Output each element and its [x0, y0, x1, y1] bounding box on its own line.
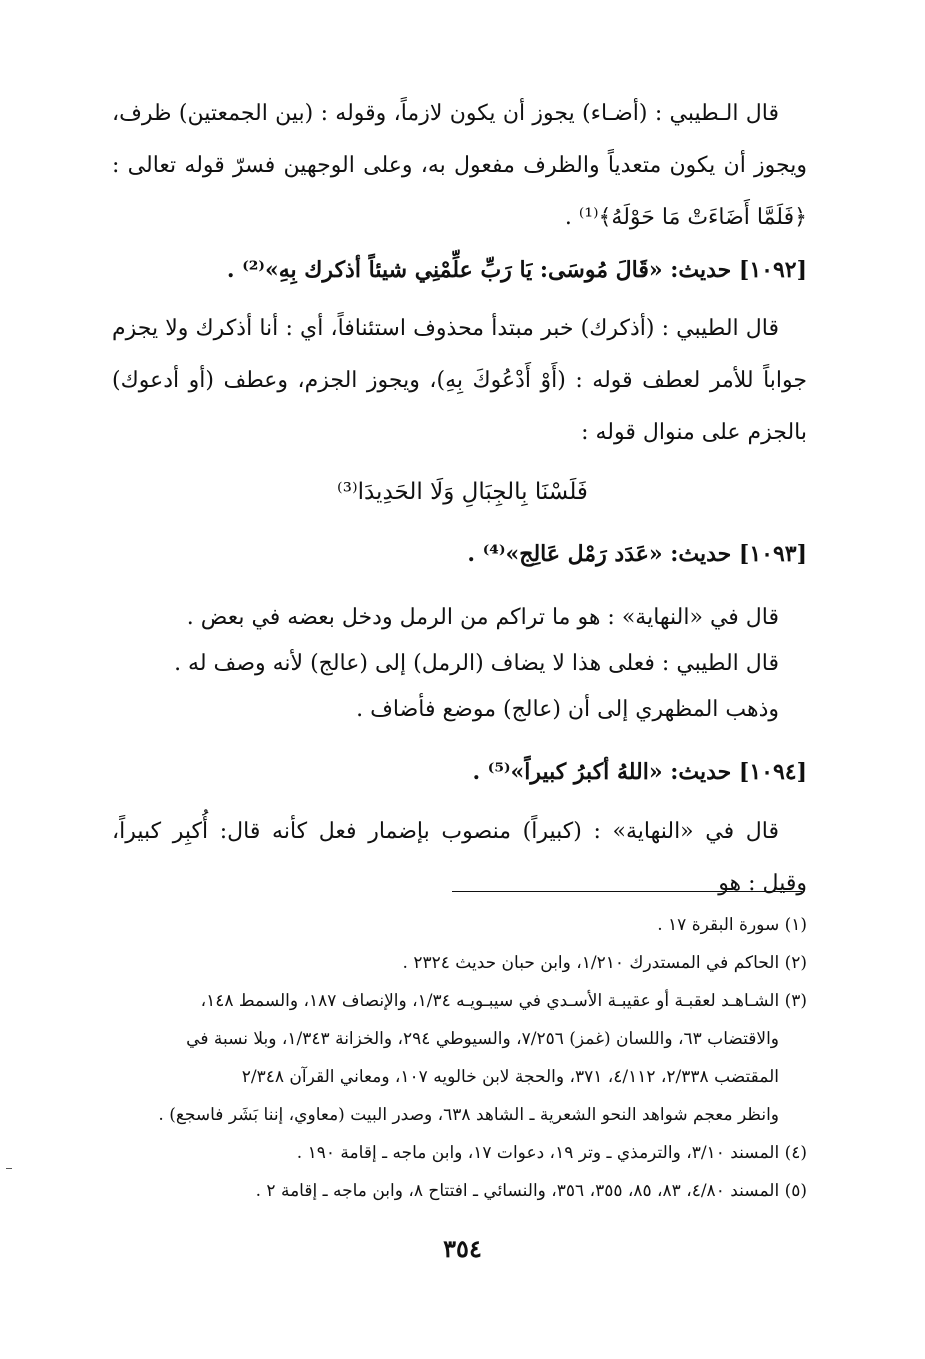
page-number: ٣٥٤	[443, 1234, 482, 1263]
footnote-3-line-4: وانظر معجم شواهد النحو الشعرية ـ الشاهد ٦٣٨، وصدر البيت (معاوي، إننا بَشَر فاسجع) .	[158, 1105, 779, 1125]
commentary-line-tibi: قال الطيبي : فعلى هذا لا يضاف (الرمل) إلى (عالج) لأنه وصف له .	[174, 651, 779, 676]
footnotes	[107, 906, 807, 1210]
poetry-verse: فَلَسْنَا بِالجِبَالِ وَلَا الحَدِيدَا⁽³⁾	[337, 479, 588, 505]
footnote-3-line-1: (٣) الشـاهـد لعقبـة أو عقيبـة الأسـدي في سيبـويـه ١/٣٤، والإنصاف ١٨٧، والسمط ١٤٨،	[200, 991, 807, 1011]
hadith-1094-block	[112, 746, 807, 798]
footnote-3-line-2: والاقتضاب ٦٣، واللسان (غمز) ٧/٢٥٦، والسيوطي ٢٩٤، والخزانة ١/٣٤٣، وبلا نسبة في	[186, 1029, 779, 1049]
footnote-3-line-3: المقتضب ٢/٣٣٨، ٤/١١٢، ٣٧١، والحجة لابن خالويه ١٠٧، ومعاني القرآن ٢/٣٤٨	[241, 1067, 779, 1087]
paragraph-2: قال الطيبي : (أذكرك) خبر مبتدأ محذوف استئنافاً، أي : أنا أذكرك ولا يجزم جواباً للأمر لعطف قوله : (أَوْ أَدْعُوكَ بِهِ)، ويجوز الجزم، وعطف (أو أدعوك) بالجزم على منوال قوله :	[112, 316, 807, 445]
commentary-line-mazhari: وذهب المظهري إلى أن (عالج) موضع فأضاف .	[356, 697, 779, 722]
paragraph-3-block	[112, 806, 807, 910]
paragraph-2-block	[112, 303, 807, 459]
margin-mark	[6, 1168, 12, 1169]
footnote-5: (٥) المسند ٤/٨٠، ٨٣، ٨٥، ٣٥٥، ٣٥٦، والنسائي ـ افتتاح ٨، وابن ماجه ـ إقامة ٢ .	[255, 1181, 807, 1201]
paragraph-1: قال الـطيبي : (أضـاء) يجوز أن يكون لازماً، وقوله : (بين الجمعتين) ظرف، ويجوز أن يكون متعدياً والظرف مفعول به، وعلى الوجهين فسرّ قوله تعالى : ﴿فَلَمَّا أَضَاءَتْ مَا حَوْلَهُ﴾⁽¹⁾ .	[112, 101, 807, 230]
hadith-1093-block	[112, 528, 807, 580]
hadith-1093-heading: [١٠٩٣] حديث: «عَدَد رَمْل عَالِج»⁽⁴⁾ .	[467, 541, 807, 567]
hadith-1093-commentary	[112, 595, 807, 733]
hadith-1092-heading: [١٠٩٢] حديث: «قَالَ مُوسَى: يَا رَبِّ علِّمْنِي شيئاً أذكرك بِهِ»⁽²⁾ .	[226, 257, 807, 283]
footnote-1: (١) سورة البقرة ١٧ .	[657, 915, 807, 935]
footnote-separator	[452, 891, 802, 892]
hadith-1092-block	[112, 244, 807, 296]
hadith-1094-heading: [١٠٩٤] حديث: «اللهُ أكبرُ كبيراً»⁽⁵⁾ .	[472, 759, 807, 785]
footnote-2: (٢) الحاكم في المستدرك ١/٢١٠، وابن حبان حديث ٢٣٢٤ .	[402, 953, 807, 973]
paragraph-1-block	[112, 88, 807, 244]
paragraph-3: قال في «النهاية» : (كبيراً) منصوب بإضمار فعل كأنه قال: أُكبِر كبيراً، وقيل : هو	[112, 819, 807, 896]
footnote-4: (٤) المسند ٣/١٠، والترمذي ـ وتر ١٩، دعوات ١٧، وابن ماجه ـ إقامة ١٩٠ .	[296, 1143, 807, 1163]
commentary-line-nihaya: قال في «النهاية» : هو ما تراكم من الرمل ودخل بعضه في بعض .	[186, 605, 779, 630]
